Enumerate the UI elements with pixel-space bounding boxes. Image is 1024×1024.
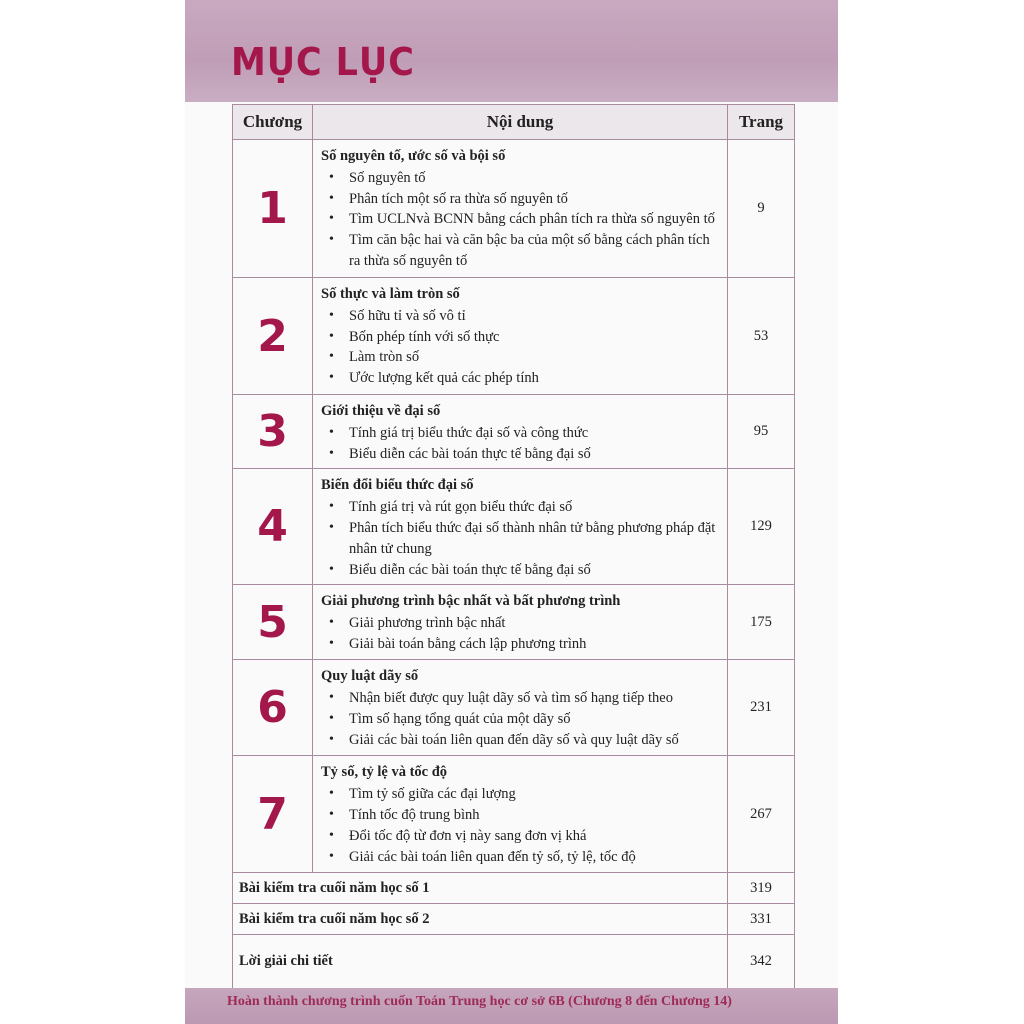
list-item: • Biểu diễn các bài toán thực tế bằng đại số [349,444,719,465]
toc-table [232,104,795,989]
chapter-number: 5 [233,585,313,660]
chapter-content [313,140,728,278]
chapter-page: 129 [728,469,795,585]
chapter-content [313,469,728,585]
list-item: • Giải phương trình bậc nhất [349,613,719,634]
book-page [185,0,838,1024]
chapter-number: 7 [233,756,313,873]
chapter-title: Quy luật dãy số [321,668,419,685]
chapter-row [233,140,795,278]
chapter-row [233,395,795,469]
list-item: • Tính tốc độ trung bình [349,805,719,826]
footer-note: Hoàn thành chương trình cuốn Toán Trung học cơ sở 6B (Chương 8 đến Chương 14) [227,994,732,1009]
header-band [185,0,838,102]
header-chapter: Chương [233,105,313,140]
chapter-content [313,756,728,873]
list-item: • Số nguyên tố [349,168,719,189]
chapter-number: 6 [233,660,313,756]
extra-row [233,873,795,904]
list-item: • Phân tích biểu thức đại số thành nhân tử bằng phương pháp đặt nhân tử chung [349,518,719,560]
chapter-number: 4 [233,469,313,585]
extra-page: 331 [728,904,795,935]
list-item: • Tìm tỷ số giữa các đại lượng [349,784,719,805]
list-item: • Làm tròn số [349,347,719,368]
extra-row [233,904,795,935]
chapter-title: Giải phương trình bậc nhất và bất phương trình [321,593,621,610]
chapter-page: 231 [728,660,795,756]
list-item: • Tính giá trị biểu thức đại số và công thức [349,423,719,444]
list-item: • Phân tích một số ra thừa số nguyên tố [349,189,719,210]
list-item: • Tìm căn bậc hai và căn bậc ba của một số bằng cách phân tích ra thừa số nguyên tố [349,230,719,272]
header-page: Trang [728,105,795,140]
list-item: • Nhận biết được quy luật dãy số và tìm số hạng tiếp theo [349,688,719,709]
list-item: • Giải các bài toán liên quan đến tỷ số, tỷ lệ, tốc độ [349,847,719,868]
page-title: MỤC LỤC [231,40,415,84]
list-item: • Tìm số hạng tổng quát của một dãy số [349,709,719,730]
chapter-title: Biến đổi biểu thức đại số [321,477,474,494]
chapter-page: 9 [728,140,795,278]
chapter-number: 2 [233,278,313,395]
chapter-content [313,278,728,395]
chapter-title: Số thực và làm tròn số [321,286,460,302]
list-item: • Số hữu tỉ và số vô tỉ [349,306,719,327]
chapter-content [313,660,728,756]
extra-page: 319 [728,873,795,904]
footer-band [185,988,838,1024]
list-item: • Tính giá trị và rút gọn biểu thức đại số [349,497,719,518]
toc-header-row [233,105,795,140]
list-item: • Biểu diễn các bài toán thực tế bằng đại số [349,560,719,581]
extra-label: Bài kiểm tra cuối năm học số 2 [233,904,728,935]
chapter-title: Giới thiệu về đại số [321,403,441,419]
chapter-page: 267 [728,756,795,873]
extra-label: Bài kiểm tra cuối năm học số 1 [233,873,728,904]
chapter-number: 1 [233,140,313,278]
chapter-row [233,660,795,756]
extra-row [233,935,795,989]
chapter-content [313,395,728,469]
list-item: • Bốn phép tính với số thực [349,327,719,348]
chapter-row [233,585,795,660]
header-content: Nội dung [313,105,728,140]
chapter-content [313,585,728,660]
extra-page: 342 [728,935,795,989]
chapter-page: 175 [728,585,795,660]
chapter-title: Tỷ số, tỷ lệ và tốc độ [321,764,448,781]
list-item: • Giải bài toán bằng cách lập phương trình [349,634,719,655]
list-item: • Ước lượng kết quả các phép tính [349,368,719,389]
chapter-row [233,469,795,585]
chapter-number: 3 [233,395,313,469]
chapter-page: 95 [728,395,795,469]
list-item: • Tìm UCLNvà BCNN bằng cách phân tích ra thừa số nguyên tố [349,209,719,230]
extra-label: Lời giải chi tiết [233,935,728,989]
chapter-row [233,756,795,873]
chapter-row [233,278,795,395]
chapter-page: 53 [728,278,795,395]
list-item: • Đổi tốc độ từ đơn vị này sang đơn vị khá [349,826,719,847]
chapter-title: Số nguyên tố, ước số và bội số [321,148,506,164]
list-item: • Giải các bài toán liên quan đến dãy số và quy luật dãy số [349,730,719,751]
